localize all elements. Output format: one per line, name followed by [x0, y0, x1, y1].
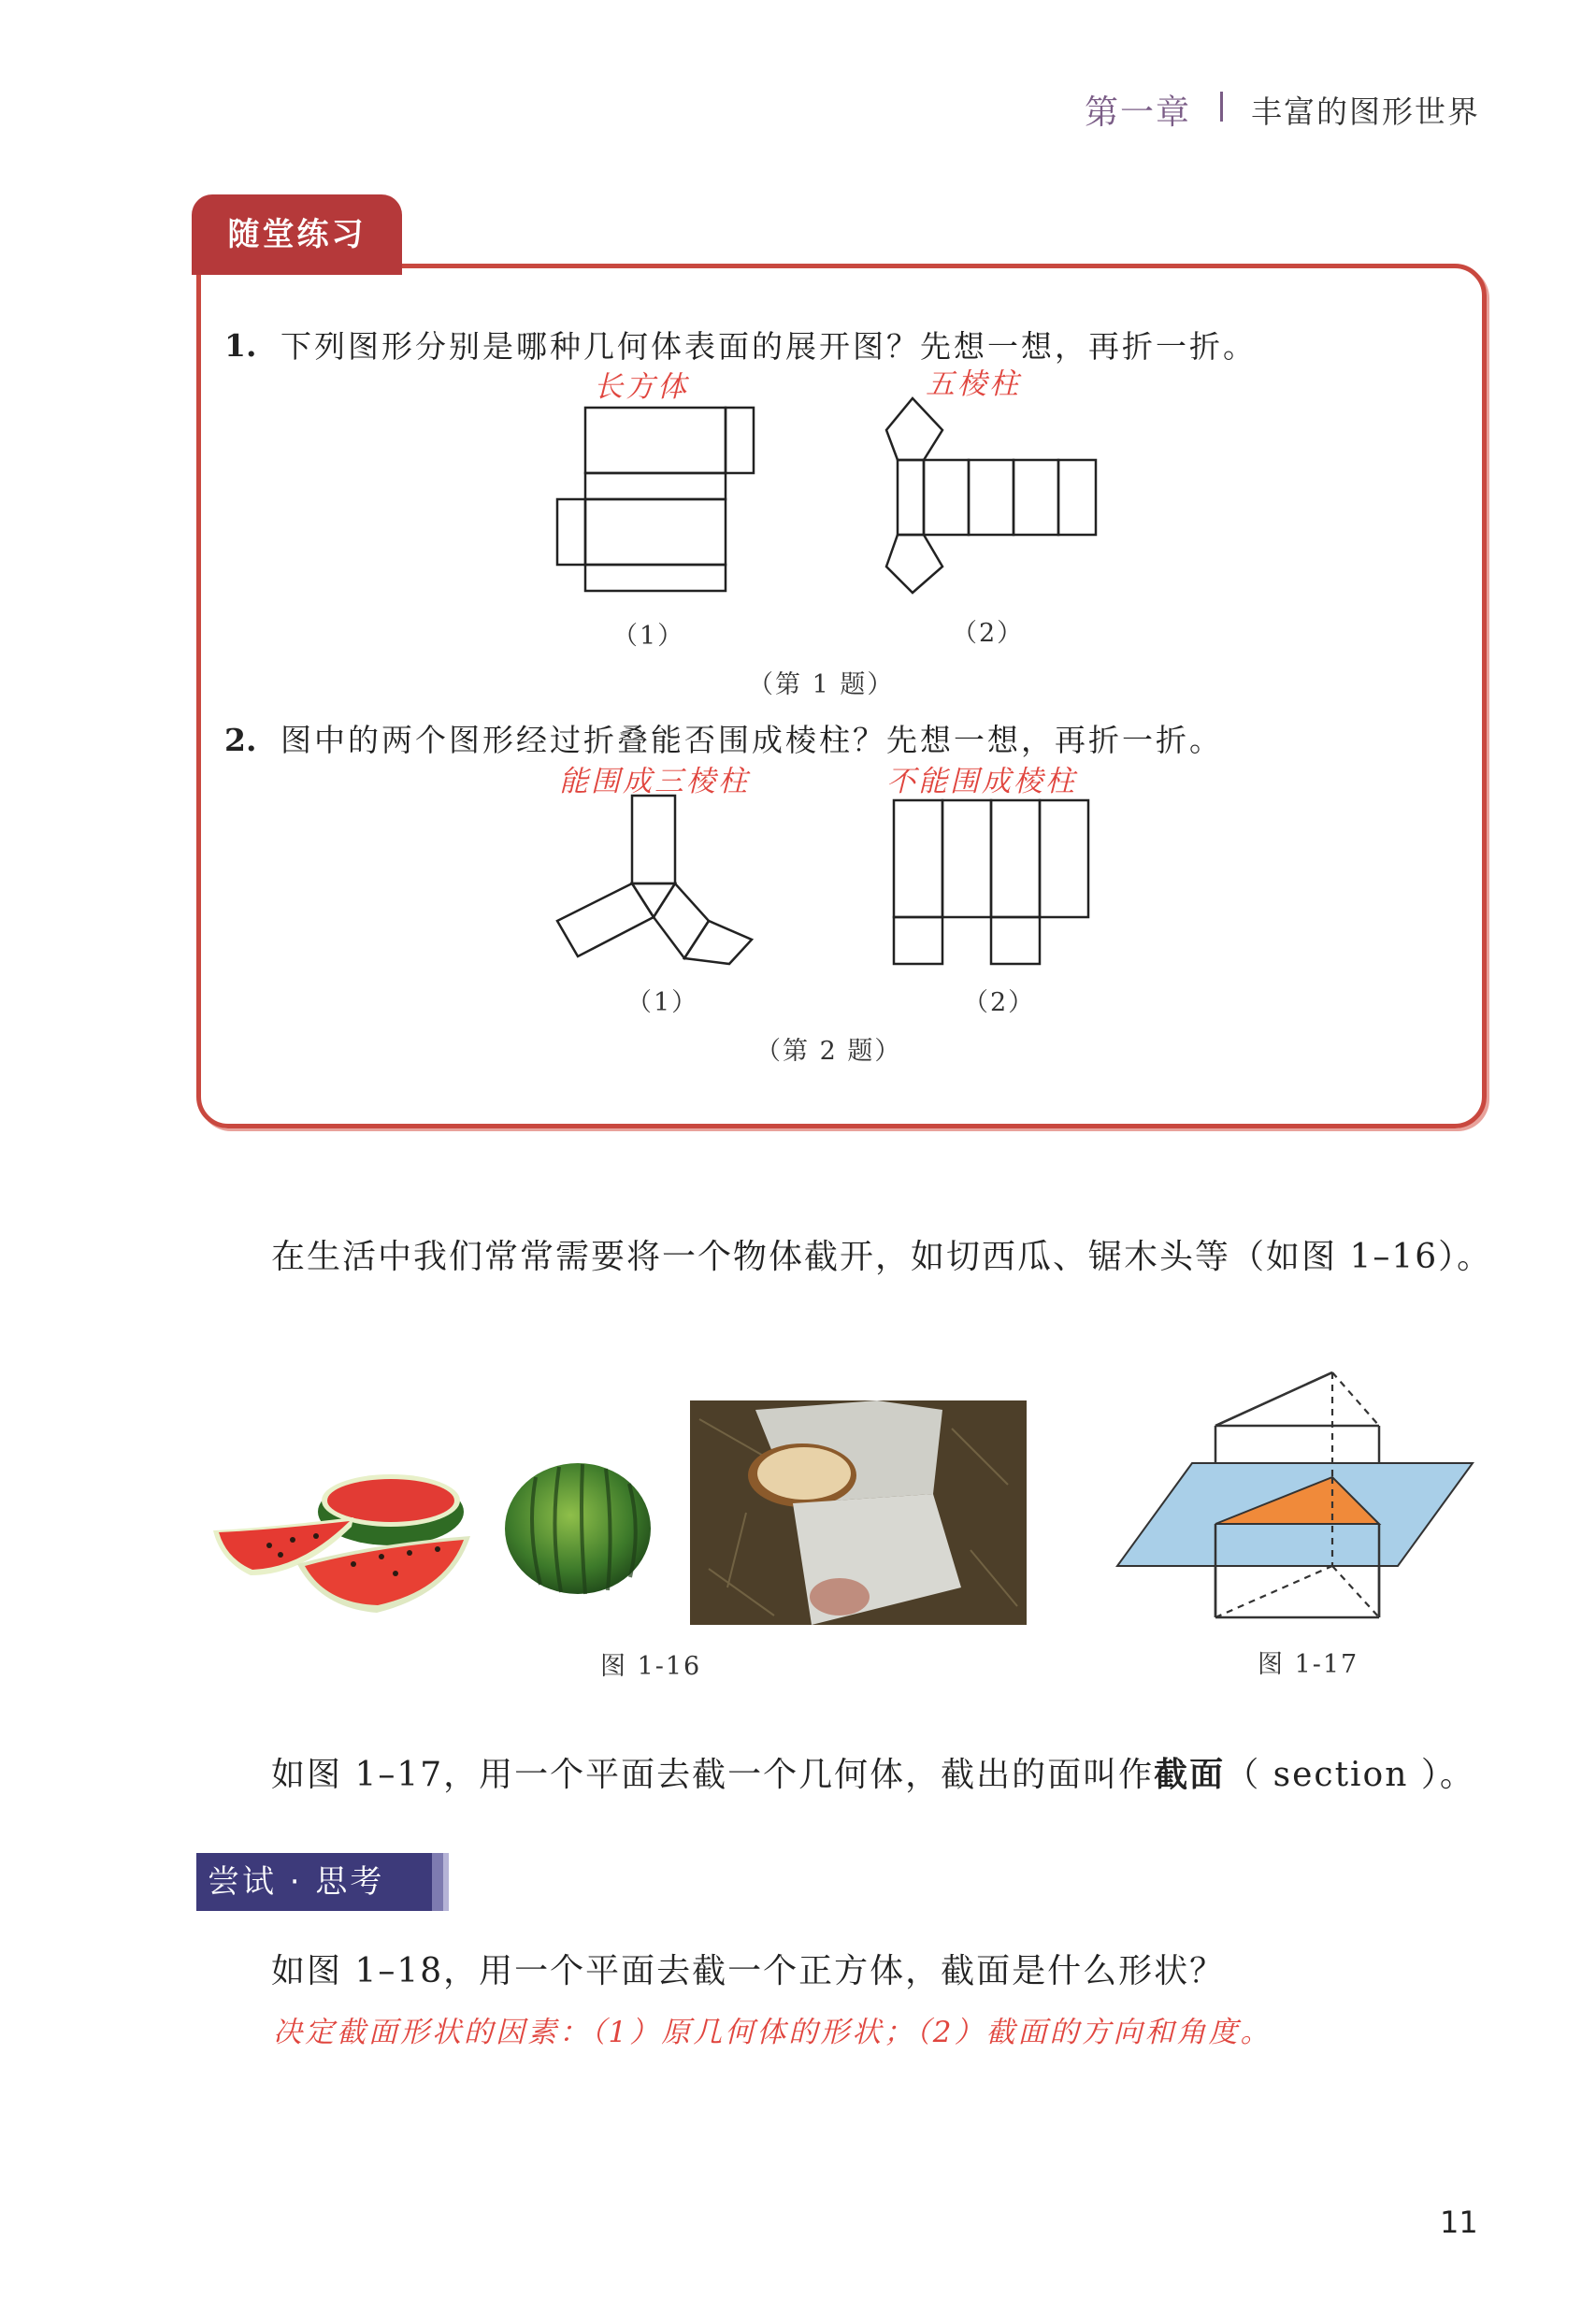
- invalid-prism-net-figure: [888, 795, 1094, 972]
- paragraph-section-text-after: （ section ）。: [1225, 1756, 1475, 1794]
- prism-section-diagram: [1117, 1365, 1482, 1627]
- paragraph-cutting-objects: 在生活中我们常常需要将一个物体截开，如切西瓜、锯木头等（如图 1–16）。: [271, 1238, 1493, 1276]
- question-2-answer-2: 不能围成棱柱: [886, 765, 1077, 798]
- question-2-label-1: （1）: [626, 988, 699, 1017]
- cuboid-net-figure: [552, 402, 748, 608]
- figure-1-17-caption: 图 1-17: [1258, 1650, 1359, 1679]
- question-2-label-2: （2）: [963, 988, 1036, 1017]
- question-2-number: 2.: [224, 722, 257, 758]
- paragraph-section-text-before: 如图 1–17，用一个平面去截一个几何体，截出的面叫作: [271, 1756, 1155, 1794]
- watermelon-image: [213, 1454, 653, 1631]
- try-think-tab: 尝试 · 思考: [196, 1853, 432, 1911]
- paragraph-section-definition: [271, 1748, 1475, 1796]
- try-tab-decoration: [432, 1853, 443, 1911]
- question-1-answer-2: 五棱柱: [926, 367, 1021, 401]
- figure-1-16-caption: 图 1-16: [600, 1652, 702, 1681]
- pentagonal-prism-net-figure: [879, 393, 1094, 598]
- header-divider: [1220, 92, 1223, 122]
- handwritten-note: 决定截面形状的因素：（1）原几何体的形状；（2）截面的方向和角度。: [273, 2016, 1272, 2049]
- question-2-caption: （第 2 题）: [755, 1037, 902, 1066]
- chapter-label: 第一章: [1085, 93, 1192, 132]
- triangular-prism-net-figure: [552, 790, 776, 968]
- question-1-answer-1: 长方体: [594, 370, 689, 404]
- question-2-text: 图中的两个图形经过折叠能否围成棱柱？先想一想，再折一折。: [280, 722, 1223, 758]
- question-1-text: 下列图形分别是哪种几何体表面的展开图？先想一想，再折一折。: [280, 328, 1257, 365]
- chapter-title: 丰富的图形世界: [1251, 93, 1480, 130]
- question-1-number: 1.: [224, 327, 257, 364]
- section-term: 截面: [1154, 1755, 1226, 1794]
- try-think-question: 如图 1–18，用一个平面去截一个正方体，截面是什么形状？: [271, 1952, 1226, 1990]
- question-1-caption: （第 1 题）: [748, 670, 895, 699]
- question-1-label-1: （1）: [612, 622, 685, 651]
- question-1-label-2: （2）: [952, 619, 1025, 648]
- try-tab-decoration-light: [443, 1853, 449, 1911]
- page-number: 11: [1440, 2205, 1478, 2240]
- practice-tab: 随堂练习: [192, 194, 402, 275]
- question-2-answer-1: 能围成三棱柱: [559, 765, 750, 798]
- sawn-log-image: [690, 1400, 1027, 1625]
